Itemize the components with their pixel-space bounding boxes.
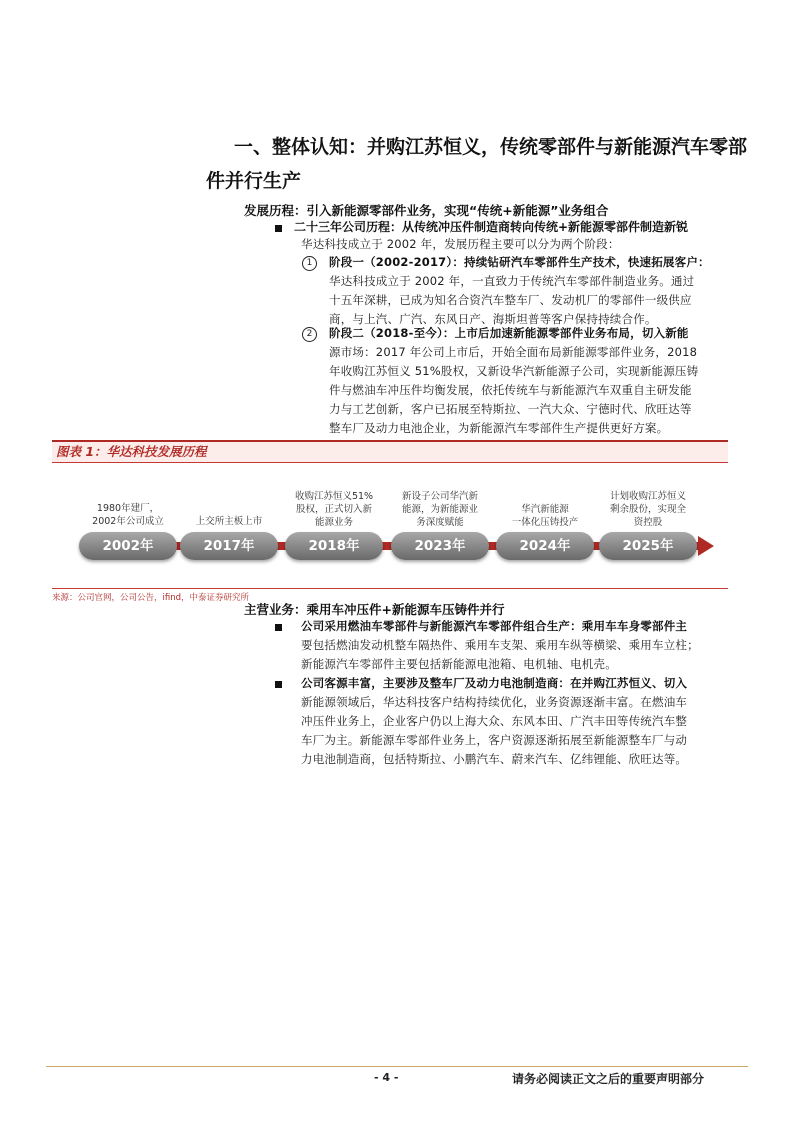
bullet-square-icon	[275, 624, 282, 631]
stage2-text	[329, 324, 698, 438]
history-bullet-title: 二十三年公司历程：从传统冲压件制造商转向传统+新能源零部件制造新锐	[294, 220, 689, 234]
stage2-line: 阶段二（2018-至今）：上市后加速新能源零部件业务布局，切入新能	[329, 326, 689, 340]
business-bullet-2-line: 车厂为主。新能源车零部件业务上，客户资源逐渐拓展至新能源整车厂与动	[301, 733, 688, 747]
business-bullet-2	[301, 674, 687, 769]
figure-title: 图表 1：华达科技发展历程	[56, 444, 207, 459]
history-heading: 发展历程：引入新能源零部件业务，实现“传统+新能源”业务组合	[244, 203, 609, 218]
timeline-label-line: 股权，正式切入新	[295, 504, 372, 515]
business-bullet-2-line: 冲压件业务上，企业客户仍以上海大众、东风本田、广汽丰田等传统汽车整	[301, 714, 688, 728]
timeline-label-2025	[593, 490, 703, 529]
business-bullet-2-line: 公司客源丰富，主要涉及整车厂及动力电池制造商：在并购江苏恒义、切入	[301, 676, 688, 690]
timeline-label-line: 上交所主板上市	[195, 516, 263, 527]
business-bullet-1-line: 公司采用燃油车零部件与新能源汽车零部件组合生产：乘用车车身零部件主	[301, 619, 688, 633]
stage2-line: 力与工艺创新，客户已拓展至特斯拉、一汽大众、宁德时代、欣旺达等	[329, 402, 692, 416]
history-intro: 华达科技成立于 2002 年，发展历程主要可以分为两个阶段：	[301, 237, 620, 251]
business-bullet-2-line: 力电池制造商，包括特斯拉、小鹏汽车、蔚来汽车、亿纬锂能、欣旺达等。	[301, 752, 688, 766]
business-bullet-1-line: 要包括燃油发动机整车隔热件、乘用车支架、乘用车纵等横梁、乘用车立柱；	[301, 638, 699, 652]
timeline-year-2017: 2017年	[180, 532, 278, 560]
stage2-line: 年收购江苏恒义 51%股权，又新设华汽新能源子公司，实现新能源压铸	[329, 364, 699, 378]
stage1-line: 十五年深耕，已成为知名合资汽车整车厂、发动机厂的零部件一级供应	[329, 293, 692, 307]
business-bullet-1	[301, 617, 699, 674]
timeline-label-line: 务深度赋能	[416, 517, 464, 528]
timeline-label-line: 能源业务	[314, 517, 353, 528]
stage1-line: 阶段一（2002-2017）：持续钻研汽车零部件生产技术，快速拓展客户：	[329, 255, 710, 269]
timeline-label-line: 一体化压铸投产	[511, 517, 579, 528]
section-title-line1: 一、整体认知：并购江苏恒义，传统零部件与新能源汽车零部	[234, 136, 748, 158]
timeline-year-2024: 2024年	[496, 532, 594, 560]
stage2-line: 整车厂及动力电池企业，为新能源汽车零部件生产提供更好方案。	[329, 421, 669, 435]
timeline-year-2023: 2023年	[391, 532, 489, 560]
timeline-label-2018	[279, 490, 389, 529]
bullet-square-icon	[275, 681, 282, 688]
business-bullet-2-line: 新能源领域后，华达科技客户结构持续优化，业务资源逐渐丰富。在燃油车	[301, 695, 688, 709]
stage2-line: 源市场：2017 年公司上市后，开始全面布局新能源零部件业务，2018	[329, 345, 698, 359]
timeline-label-line: 能源，为新能源业	[401, 504, 478, 515]
figure-bottom-rule	[52, 588, 728, 589]
timeline-label-line: 资控股	[633, 517, 663, 528]
circled-number-icon: 2	[302, 327, 317, 342]
page-number: - 4 -	[374, 1071, 399, 1084]
footer-disclaimer: 请务必阅读正文之后的重要声明部分	[512, 1072, 705, 1086]
timeline-label-2002	[73, 502, 183, 528]
timeline-label-line: 华汽新能源	[521, 504, 569, 515]
timeline-label-2023	[385, 490, 495, 529]
figure-title-band	[52, 440, 728, 463]
timeline-label-line: 收购江苏恒义51%	[294, 491, 374, 502]
timeline-year-2018: 2018年	[285, 532, 383, 560]
timeline-label-line: 计划收购江苏恒义	[609, 491, 686, 502]
timeline-label-2024	[490, 503, 600, 529]
stage2-line: 件与燃油车冲压件均衡发展，依托传统车与新能源汽车双重自主研发能	[329, 383, 692, 397]
timeline-label-2017	[174, 515, 284, 528]
timeline-label-line: 剩余股份，实现全	[609, 504, 686, 515]
stage1-text	[329, 253, 710, 329]
stage1-line: 华达科技成立于 2002 年，一直致力于传统汽车零部件制造业务。通过	[329, 274, 695, 288]
footer-rule	[46, 1066, 748, 1067]
timeline-label-line: 新设子公司华汽新	[401, 491, 478, 502]
business-bullet-1-line: 新能源汽车零部件主要包括新能源电池箱、电机轴、电机壳。	[301, 657, 617, 671]
arrow-right-icon	[698, 536, 714, 556]
timeline-year-2025: 2025年	[599, 532, 697, 560]
circled-number-icon: 1	[302, 256, 317, 271]
timeline-label-line: 2002年公司成立	[92, 516, 164, 527]
business-heading: 主营业务：乘用车冲压件+新能源车压铸件并行	[244, 602, 505, 617]
timeline-label-line: 1980年建厂，	[96, 503, 160, 514]
figure-source: 来源：公司官网，公司公告，ifind，中泰证券研究所	[52, 593, 250, 603]
stage1-line: 商，与上汽、广汽、东风日产、海斯坦普等客户保持持续合作。	[329, 312, 657, 326]
timeline-year-2002: 2002年	[79, 532, 177, 560]
section-title-line2: 件并行生产	[206, 170, 302, 192]
bullet-square-icon	[275, 225, 282, 232]
